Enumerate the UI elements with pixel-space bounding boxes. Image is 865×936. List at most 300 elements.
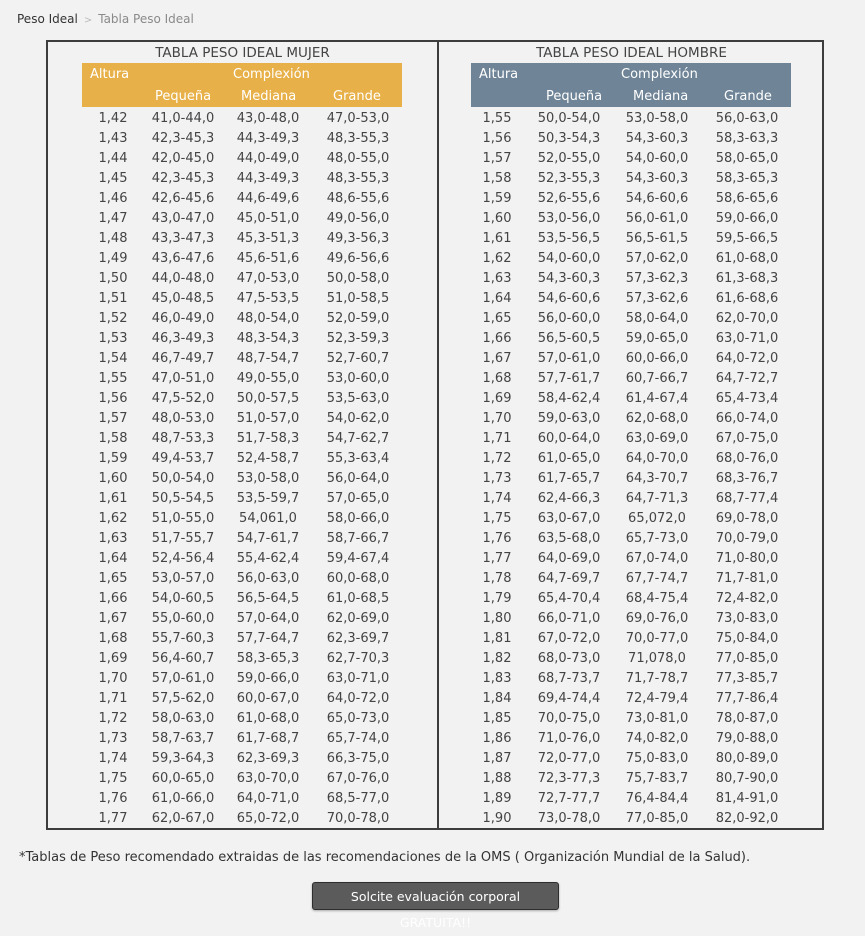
table-row [439, 409, 824, 429]
cell-pequena: 67,0-72,0 [537, 631, 601, 646]
table-hombre [439, 42, 824, 828]
cell-altura: 1,46 [98, 191, 128, 206]
cell-altura: 1,73 [98, 731, 128, 746]
table-row [48, 749, 437, 769]
cell-mediana: 71,7-78,7 [625, 671, 689, 686]
cell-altura: 1,64 [482, 291, 512, 306]
cell-altura: 1,45 [98, 171, 128, 186]
cell-grande: 58,0-66,0 [326, 511, 390, 526]
cell-altura: 1,89 [482, 791, 512, 806]
cell-pequena: 54,0-60,5 [151, 591, 215, 606]
cell-altura: 1,69 [98, 651, 128, 666]
table-row [439, 669, 824, 689]
table-row [439, 169, 824, 189]
table-mujer [48, 42, 437, 828]
cell-mediana: 71,078,0 [628, 651, 686, 666]
cell-pequena: 52,0-55,0 [537, 151, 601, 166]
table-row [48, 109, 437, 129]
cell-altura: 1,60 [98, 471, 128, 486]
cell-grande: 77,0-85,0 [715, 651, 779, 666]
cell-pequena: 65,4-70,4 [537, 591, 601, 606]
cell-grande: 49,6-56,6 [326, 251, 390, 266]
table-row [439, 689, 824, 709]
cell-altura: 1,58 [482, 171, 512, 186]
table-row [48, 289, 437, 309]
request-evaluation-button[interactable]: Solcite evaluación corporal GRATUITA!! [312, 882, 559, 910]
cell-grande: 56,0-63,0 [715, 111, 779, 126]
cell-mediana: 56,5-61,5 [625, 231, 689, 246]
header-pequena: Pequeña [546, 89, 603, 104]
cell-mediana: 65,072,0 [628, 511, 686, 526]
cell-grande: 58,3-63,3 [715, 131, 779, 146]
cell-pequena: 42,3-45,3 [151, 131, 215, 146]
cell-pequena: 57,0-61,0 [537, 351, 601, 366]
table-row [439, 509, 824, 529]
header-mediana: Mediana [241, 89, 297, 104]
cell-pequena: 70,0-75,0 [537, 711, 601, 726]
cell-grande: 52,7-60,7 [326, 351, 390, 366]
cell-mediana: 61,7-68,7 [236, 731, 300, 746]
cell-pequena: 57,0-61,0 [151, 671, 215, 686]
cell-grande: 57,0-65,0 [326, 491, 390, 506]
cell-grande: 61,6-68,6 [715, 291, 779, 306]
cell-grande: 71,7-81,0 [715, 571, 779, 586]
cell-grande: 60,0-68,0 [326, 571, 390, 586]
cell-altura: 1,69 [482, 391, 512, 406]
cell-grande: 53,0-60,0 [326, 371, 390, 386]
cell-grande: 62,7-70,3 [326, 651, 390, 666]
table-row [48, 329, 437, 349]
table-row [48, 269, 437, 289]
cell-grande: 63,0-71,0 [326, 671, 390, 686]
cell-altura: 1,86 [482, 731, 512, 746]
cell-pequena: 72,3-77,3 [537, 771, 601, 786]
cell-mediana: 52,4-58,7 [236, 451, 300, 466]
cell-altura: 1,55 [98, 371, 128, 386]
cell-grande: 58,7-66,7 [326, 531, 390, 546]
cell-mediana: 59,0-66,0 [236, 671, 300, 686]
cell-grande: 47,0-53,0 [326, 111, 390, 126]
cell-grande: 67,0-75,0 [715, 431, 779, 446]
cell-altura: 1,64 [98, 551, 128, 566]
cell-altura: 1,76 [482, 531, 512, 546]
cell-grande: 48,3-55,3 [326, 131, 390, 146]
cell-pequena: 59,0-63,0 [537, 411, 601, 426]
cell-altura: 1,61 [482, 231, 512, 246]
cell-mediana: 54,7-61,7 [236, 531, 300, 546]
table-row [48, 129, 437, 149]
cell-mediana: 57,7-64,7 [236, 631, 300, 646]
cell-grande: 52,3-59,3 [326, 331, 390, 346]
cell-mediana: 61,4-67,4 [625, 391, 689, 406]
header-pequena: Pequeña [155, 89, 212, 104]
cell-grande: 48,0-55,0 [326, 151, 390, 166]
cell-mediana: 75,7-83,7 [625, 771, 689, 786]
cell-pequena: 46,7-49,7 [151, 351, 215, 366]
cell-pequena: 51,7-55,7 [151, 531, 215, 546]
cell-grande: 82,0-92,0 [715, 811, 779, 826]
cell-altura: 1,50 [98, 271, 128, 286]
cell-altura: 1,85 [482, 711, 512, 726]
table-row [439, 229, 824, 249]
table-row [439, 329, 824, 349]
table-row [439, 349, 824, 369]
cell-mediana: 51,7-58,3 [236, 431, 300, 446]
cell-pequena: 42,6-45,6 [151, 191, 215, 206]
cell-pequena: 48,0-53,0 [151, 411, 215, 426]
cell-pequena: 56,5-60,5 [537, 331, 601, 346]
cell-pequena: 56,4-60,7 [151, 651, 215, 666]
table-mujer-body [48, 109, 437, 829]
table-row [439, 249, 824, 269]
cell-altura: 1,65 [98, 571, 128, 586]
cell-grande: 54,0-62,0 [326, 411, 390, 426]
cell-pequena: 60,0-64,0 [537, 431, 601, 446]
cell-mediana: 47,5-53,5 [236, 291, 300, 306]
cell-altura: 1,56 [482, 131, 512, 146]
table-row [439, 609, 824, 629]
cell-pequena: 61,0-66,0 [151, 791, 215, 806]
cell-grande: 64,0-72,0 [326, 691, 390, 706]
table-row [439, 109, 824, 129]
cell-mediana: 44,0-49,0 [236, 151, 300, 166]
cell-altura: 1,79 [482, 591, 512, 606]
table-hombre-header [471, 63, 791, 107]
cell-altura: 1,72 [98, 711, 128, 726]
cell-mediana: 56,0-63,0 [236, 571, 300, 586]
cell-altura: 1,74 [98, 751, 128, 766]
cell-pequena: 45,0-48,5 [151, 291, 215, 306]
table-mujer-header [82, 63, 402, 107]
cell-pequena: 69,4-74,4 [537, 691, 601, 706]
cell-altura: 1,80 [482, 611, 512, 626]
cell-mediana: 51,0-57,0 [236, 411, 300, 426]
cell-altura: 1,57 [482, 151, 512, 166]
table-row [48, 149, 437, 169]
cell-mediana: 57,3-62,6 [625, 291, 689, 306]
cell-pequena: 52,3-55,3 [537, 171, 601, 186]
cell-mediana: 48,0-54,0 [236, 311, 300, 326]
cell-pequena: 68,7-73,7 [537, 671, 601, 686]
table-row [439, 789, 824, 809]
cell-pequena: 63,0-67,0 [537, 511, 601, 526]
cell-grande: 78,0-87,0 [715, 711, 779, 726]
cell-altura: 1,61 [98, 491, 128, 506]
cell-pequena: 59,3-64,3 [151, 751, 215, 766]
cell-mediana: 49,0-55,0 [236, 371, 300, 386]
cell-pequena: 63,5-68,0 [537, 531, 601, 546]
table-row [439, 709, 824, 729]
cell-altura: 1,44 [98, 151, 128, 166]
cell-altura: 1,72 [482, 451, 512, 466]
table-row [439, 429, 824, 449]
cell-altura: 1,78 [482, 571, 512, 586]
cell-pequena: 64,7-69,7 [537, 571, 601, 586]
table-row [48, 309, 437, 329]
cell-mediana: 54,061,0 [239, 511, 297, 526]
cell-mediana: 61,0-68,0 [236, 711, 300, 726]
cell-grande: 59,5-66,5 [715, 231, 779, 246]
table-row [439, 569, 824, 589]
cell-mediana: 57,3-62,3 [625, 271, 689, 286]
cell-mediana: 76,4-84,4 [625, 791, 689, 806]
cell-mediana: 54,3-60,3 [625, 171, 689, 186]
cell-mediana: 75,0-83,0 [625, 751, 689, 766]
cell-mediana: 55,4-62,4 [236, 551, 300, 566]
cell-mediana: 60,0-66,0 [625, 351, 689, 366]
table-row [48, 689, 437, 709]
cell-grande: 53,5-63,0 [326, 391, 390, 406]
cell-grande: 62,0-69,0 [326, 611, 390, 626]
table-row [48, 189, 437, 209]
cell-grande: 51,0-58,5 [326, 291, 390, 306]
cell-grande: 67,0-76,0 [326, 771, 390, 786]
cell-pequena: 53,5-56,5 [537, 231, 601, 246]
cell-mediana: 53,5-59,7 [236, 491, 300, 506]
cell-grande: 68,7-77,4 [715, 491, 779, 506]
cell-altura: 1,75 [482, 511, 512, 526]
table-row [48, 229, 437, 249]
table-row [48, 769, 437, 789]
cell-mediana: 53,0-58,0 [625, 111, 689, 126]
cell-altura: 1,87 [482, 751, 512, 766]
cell-altura: 1,53 [98, 331, 128, 346]
cell-grande: 59,4-67,4 [326, 551, 390, 566]
cell-grande: 64,7-72,7 [715, 371, 779, 386]
cell-pequena: 64,0-69,0 [537, 551, 601, 566]
cell-mediana: 57,0-64,0 [236, 611, 300, 626]
cell-mediana: 50,0-57,5 [236, 391, 300, 406]
cell-mediana: 45,0-51,0 [236, 211, 300, 226]
cell-pequena: 49,4-53,7 [151, 451, 215, 466]
cell-altura: 1,43 [98, 131, 128, 146]
cell-grande: 58,0-65,0 [715, 151, 779, 166]
cell-pequena: 43,6-47,6 [151, 251, 215, 266]
table-row [439, 649, 824, 669]
cell-pequena: 57,5-62,0 [151, 691, 215, 706]
cell-altura: 1,58 [98, 431, 128, 446]
cell-altura: 1,63 [98, 531, 128, 546]
cell-altura: 1,90 [482, 811, 512, 826]
table-row [439, 489, 824, 509]
table-row [48, 369, 437, 389]
cell-pequena: 44,0-48,0 [151, 271, 215, 286]
cell-altura: 1,70 [98, 671, 128, 686]
cell-mediana: 67,0-74,0 [625, 551, 689, 566]
cell-mediana: 43,0-48,0 [236, 111, 300, 126]
cell-mediana: 44,6-49,6 [236, 191, 300, 206]
cell-mediana: 63,0-70,0 [236, 771, 300, 786]
cell-mediana: 58,0-64,0 [625, 311, 689, 326]
cell-pequena: 42,3-45,3 [151, 171, 215, 186]
cell-mediana: 45,6-51,6 [236, 251, 300, 266]
table-row [48, 709, 437, 729]
cell-mediana: 48,3-54,3 [236, 331, 300, 346]
cell-grande: 59,0-66,0 [715, 211, 779, 226]
cell-pequena: 66,0-71,0 [537, 611, 601, 626]
cell-grande: 70,0-78,0 [326, 811, 390, 826]
cell-altura: 1,62 [482, 251, 512, 266]
table-row [48, 489, 437, 509]
cell-mediana: 72,4-79,4 [625, 691, 689, 706]
cell-altura: 1,88 [482, 771, 512, 786]
table-row [48, 469, 437, 489]
cell-altura: 1,66 [482, 331, 512, 346]
table-row [48, 589, 437, 609]
cell-mediana: 56,0-61,0 [625, 211, 689, 226]
table-row [48, 249, 437, 269]
cell-grande: 68,5-77,0 [326, 791, 390, 806]
table-row [48, 569, 437, 589]
cell-pequena: 62,4-66,3 [537, 491, 601, 506]
cell-pequena: 50,3-54,3 [537, 131, 601, 146]
cell-mediana: 45,3-51,3 [236, 231, 300, 246]
cell-mediana: 56,5-64,5 [236, 591, 300, 606]
table-row [48, 629, 437, 649]
cell-pequena: 52,4-56,4 [151, 551, 215, 566]
cell-mediana: 67,7-74,7 [625, 571, 689, 586]
cell-altura: 1,48 [98, 231, 128, 246]
cell-grande: 81,4-91,0 [715, 791, 779, 806]
cell-mediana: 60,0-67,0 [236, 691, 300, 706]
table-row [439, 529, 824, 549]
header-complexion: Complexión [233, 67, 310, 82]
cell-pequena: 58,4-62,4 [537, 391, 601, 406]
cell-mediana: 65,7-73,0 [625, 531, 689, 546]
table-row [439, 269, 824, 289]
cell-mediana: 59,0-65,0 [625, 331, 689, 346]
cell-pequena: 46,3-49,3 [151, 331, 215, 346]
cell-altura: 1,66 [98, 591, 128, 606]
cell-altura: 1,84 [482, 691, 512, 706]
cell-altura: 1,67 [98, 611, 128, 626]
cell-altura: 1,70 [482, 411, 512, 426]
cell-mediana: 69,0-76,0 [625, 611, 689, 626]
cell-pequena: 47,5-52,0 [151, 391, 215, 406]
breadcrumb-link-peso-ideal[interactable]: Peso Ideal [17, 12, 78, 26]
cell-mediana: 64,0-70,0 [625, 451, 689, 466]
cell-grande: 49,3-56,3 [326, 231, 390, 246]
cell-grande: 66,0-74,0 [715, 411, 779, 426]
footnote: *Tablas de Peso recomendado extraidas de las recomendaciones de la OMS ( Organización Mundial de la Salud). [19, 850, 751, 865]
cell-altura: 1,59 [98, 451, 128, 466]
cell-pequena: 72,7-77,7 [537, 791, 601, 806]
cell-altura: 1,82 [482, 651, 512, 666]
table-row [439, 369, 824, 389]
cell-grande: 65,0-73,0 [326, 711, 390, 726]
table-row [48, 389, 437, 409]
cell-grande: 71,0-80,0 [715, 551, 779, 566]
cell-altura: 1,81 [482, 631, 512, 646]
cell-mediana: 47,0-53,0 [236, 271, 300, 286]
cell-altura: 1,67 [482, 351, 512, 366]
cell-grande: 62,3-69,7 [326, 631, 390, 646]
table-row [439, 809, 824, 829]
cell-grande: 49,0-56,0 [326, 211, 390, 226]
cell-grande: 54,7-62,7 [326, 431, 390, 446]
cell-pequena: 50,5-54,5 [151, 491, 215, 506]
cell-mediana: 53,0-58,0 [236, 471, 300, 486]
cell-grande: 69,0-78,0 [715, 511, 779, 526]
cell-altura: 1,51 [98, 291, 128, 306]
cell-altura: 1,55 [482, 111, 512, 126]
cell-altura: 1,71 [482, 431, 512, 446]
cell-grande: 68,3-76,7 [715, 471, 779, 486]
cell-pequena: 55,0-60,0 [151, 611, 215, 626]
breadcrumb-current: Tabla Peso Ideal [98, 12, 194, 26]
cell-pequena: 58,7-63,7 [151, 731, 215, 746]
cell-mediana: 62,0-68,0 [625, 411, 689, 426]
cell-mediana: 54,0-60,0 [625, 151, 689, 166]
cell-pequena: 41,0-44,0 [151, 111, 215, 126]
table-row [439, 769, 824, 789]
table-row [439, 749, 824, 769]
cell-pequena: 61,0-65,0 [537, 451, 601, 466]
cell-grande: 48,3-55,3 [326, 171, 390, 186]
cell-pequena: 54,6-60,6 [537, 291, 601, 306]
cell-mediana: 54,6-60,6 [625, 191, 689, 206]
cell-grande: 65,4-73,4 [715, 391, 779, 406]
cell-pequena: 73,0-78,0 [537, 811, 601, 826]
cell-grande: 63,0-71,0 [715, 331, 779, 346]
cell-grande: 52,0-59,0 [326, 311, 390, 326]
cell-pequena: 62,0-67,0 [151, 811, 215, 826]
cell-grande: 48,6-55,6 [326, 191, 390, 206]
cell-altura: 1,77 [482, 551, 512, 566]
cell-grande: 77,7-86,4 [715, 691, 779, 706]
cell-grande: 65,7-74,0 [326, 731, 390, 746]
header-altura: Altura [90, 67, 130, 82]
table-row [48, 729, 437, 749]
table-row [439, 149, 824, 169]
cell-pequena: 58,0-63,0 [151, 711, 215, 726]
cell-mediana: 70,0-77,0 [625, 631, 689, 646]
header-mediana: Mediana [633, 89, 689, 104]
table-hombre-title: TABLA PESO IDEAL HOMBRE [536, 45, 727, 61]
table-row [48, 669, 437, 689]
cell-pequena: 50,0-54,0 [537, 111, 601, 126]
cell-altura: 1,59 [482, 191, 512, 206]
cell-pequena: 46,0-49,0 [151, 311, 215, 326]
cell-pequena: 43,0-47,0 [151, 211, 215, 226]
table-row [48, 609, 437, 629]
cell-altura: 1,75 [98, 771, 128, 786]
table-row [439, 449, 824, 469]
cell-grande: 66,3-75,0 [326, 751, 390, 766]
header-grande: Grande [724, 89, 772, 104]
header-complexion: Complexión [621, 67, 698, 82]
table-row [48, 409, 437, 429]
cell-grande: 68,0-76,0 [715, 451, 779, 466]
cell-altura: 1,65 [482, 311, 512, 326]
cell-mediana: 64,0-71,0 [236, 791, 300, 806]
cell-altura: 1,73 [482, 471, 512, 486]
cell-mediana: 73,0-81,0 [625, 711, 689, 726]
table-row [48, 549, 437, 569]
table-row [439, 729, 824, 749]
cell-altura: 1,54 [98, 351, 128, 366]
table-row [439, 389, 824, 409]
cell-mediana: 65,0-72,0 [236, 811, 300, 826]
cell-grande: 58,6-65,6 [715, 191, 779, 206]
cell-mediana: 58,3-65,3 [236, 651, 300, 666]
cell-pequena: 43,3-47,3 [151, 231, 215, 246]
cell-mediana: 64,3-70,7 [625, 471, 689, 486]
table-row [439, 589, 824, 609]
cell-pequena: 57,7-61,7 [537, 371, 601, 386]
cell-pequena: 72,0-77,0 [537, 751, 601, 766]
cell-pequena: 54,0-60,0 [537, 251, 601, 266]
